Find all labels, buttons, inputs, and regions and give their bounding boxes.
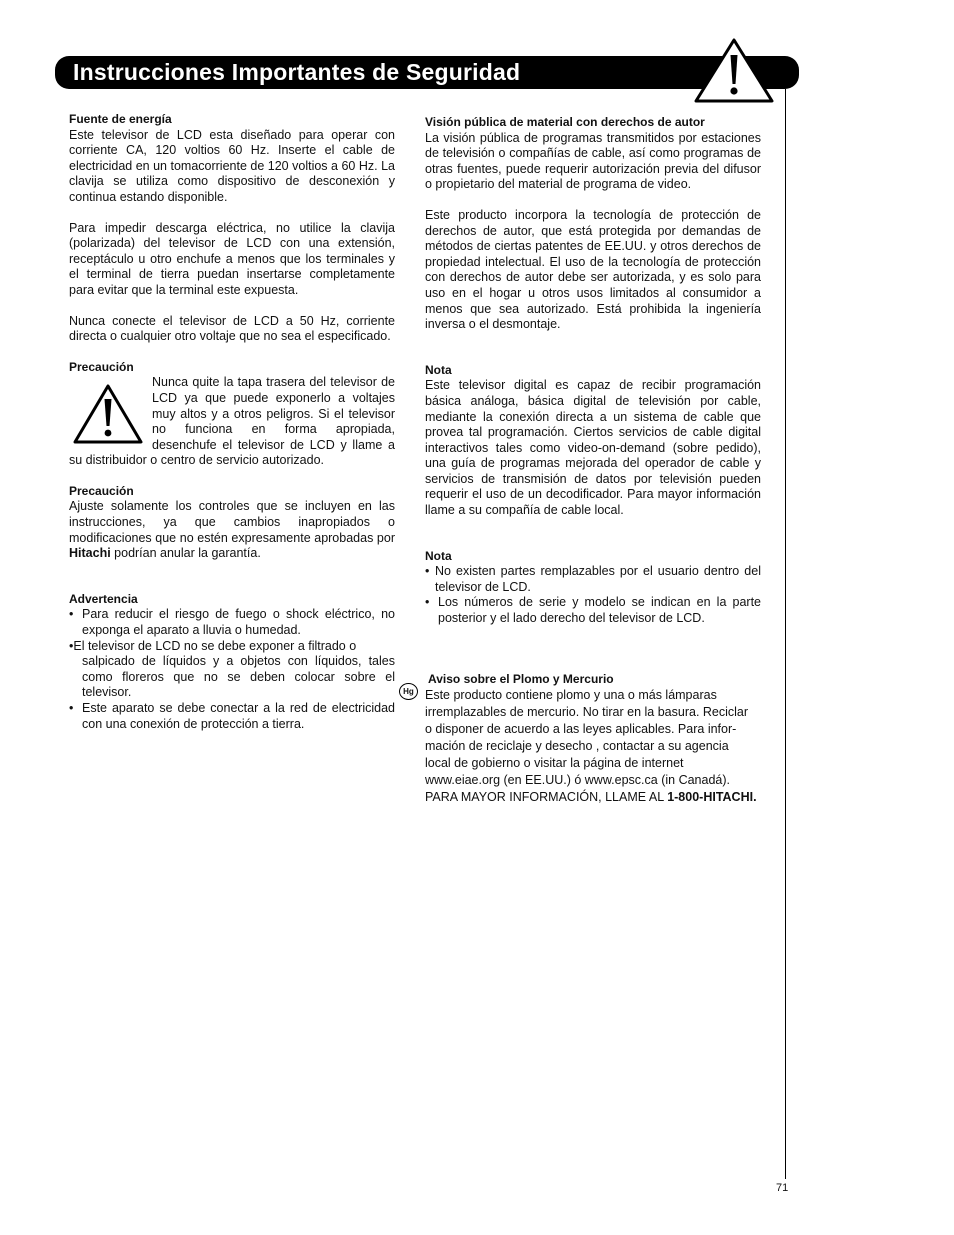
aviso-line: local de gobierno o visitar la página de internet: [425, 756, 684, 771]
section-fuente-energia: [69, 112, 395, 345]
text-segment: Ajuste solamente los controles que se incluyen en las instrucciones, ya que cambios inapropiados o modificaciones que no estén expresamente aprobadas por: [69, 499, 395, 545]
page-title: Instrucciones Importantes de Seguridad: [73, 59, 521, 85]
paragraph-nota-1: Este televisor digital es capaz de recibir programación básica análoga, básica digital de televisión por cable, mediante la conexión directa a un sistema de cable que provea tal programación. Ciertos servicios de cable digital interactivos tales como video-on-demand (sobre pedido), una guía de programas mejorada del operador de cable y servicios de transmisión de datos por televisión pueden requerir el uso de un decodificador. Para mayor información llame a su compañía de cable local.: [425, 378, 761, 518]
section-vision-publica: [425, 115, 761, 333]
aviso-line: Este producto contiene plomo y una o más lámparas: [425, 688, 717, 703]
aviso-line: www.eiae.org (en EE.UU.) ó www.epsc.ca (in Canadá).: [425, 773, 730, 788]
paragraph-vision-2: Este producto incorpora la tecnología de protección de derechos de autor, que está protegida por demandas de métodos de ciertas patentes de EE.UU. y otros derechos de propiedad intelectual. El uso de la tecnología de protección con derechos de autor debe ser autorizada, y es solo para uso en el hogar u otros usos limitados al consumidor a menos que sea autorizado. Está prohibida la ingeniería inversa o el desmontaje.: [425, 207, 761, 332]
page-number: 71: [776, 1182, 789, 1194]
paragraph-precaucion-1: Nunca quite la tapa trasera del televisor de LCD ya que puede exponerlo a voltajes muy altos y a otros peligros. Si el televisor no funciona en forma apropiada, desenchufe el televisor de LCD y llame a su distribuidor o centro de servicio autorizado.: [69, 375, 395, 468]
heading-nota-2: Nota: [425, 548, 452, 563]
heading-precaucion-2: Precaución: [69, 483, 134, 498]
bullet-marker: •: [425, 595, 430, 610]
list-item: [69, 607, 395, 638]
bullet-text: Este aparato se debe conectar a la red de electricidad con una conexión de protección a tierra.: [82, 701, 395, 731]
section-precaucion-1: [69, 360, 395, 469]
list-item: [425, 595, 761, 626]
mercury-hg-icon: Hg: [399, 683, 418, 700]
bullet-text-continuation: salpicado de líquidos y a objetos con líquidos, tales como floreros que no se deben colocar sobre el televisor.: [82, 654, 395, 700]
warning-triangle-icon: [693, 38, 775, 104]
bullet-marker: •: [425, 564, 430, 579]
section-precaucion-2: [69, 484, 395, 562]
bullet-text: Los números de serie y modelo se indican en la parte posterior y el lado derecho del televisor de LCD.: [438, 595, 761, 626]
paragraph-energia-3: Nunca conecte el televisor de LCD a 50 Hz, corriente directa o cualquier otro voltaje que no sea el especificado.: [69, 313, 395, 344]
paragraph-precaucion-2: [69, 499, 395, 561]
text-segment: PARA MAYOR INFORMACIÓN, LLAME AL: [425, 790, 668, 805]
text-segment: podrían anular la garantía.: [110, 546, 261, 561]
section-nota-1: [425, 363, 761, 519]
heading-advertencia: Advertencia: [69, 591, 138, 606]
bullet-marker: •: [69, 701, 74, 715]
header-banner: [55, 56, 799, 89]
warning-triangle-icon: [72, 383, 144, 445]
bullet-text: Para reducir el riesgo de fuego o shock eléctrico, no exponga el aparato a lluvia o humedad.: [82, 607, 395, 638]
heading-precaucion-1: Precaución: [69, 359, 134, 374]
heading-aviso: Aviso sobre el Plomo y Mercurio: [428, 671, 614, 686]
bullet-text: No existen partes remplazables por el usuario dentro del televisor de LCD.: [435, 564, 761, 594]
paragraph-vision-1: La visión pública de programas transmitidos por estaciones de televisión o compañías de cable, así como programas de otras fuentes, puede requerir autorización previa del difusor o propietario del material de programa de video.: [425, 130, 761, 192]
aviso-line: mación de reciclaje y desecho , contactar a su agencia: [425, 739, 729, 754]
list-item: [69, 701, 395, 732]
right-column: [425, 115, 761, 806]
section-aviso-plomo-mercurio: [425, 672, 761, 807]
column-divider: [785, 89, 786, 1179]
aviso-line: o disponer de acuerdo a las leyes aplicables. Para infor-: [425, 722, 737, 737]
aviso-body: [425, 687, 761, 806]
heading-nota-1: Nota: [425, 362, 452, 377]
paragraph-energia-1: Este televisor de LCD esta diseñado para operar con corriente CA, 120 voltios 60 Hz. Inserte el cable de electricidad en un tomacorriente de 120 voltios a 60 Hz. La clavija se utiliza como dispositivo de desconexión y continua estando disponible.: [69, 127, 395, 204]
list-item: [425, 564, 761, 595]
section-advertencia: [69, 592, 395, 732]
paragraph-energia-2: Para impedir descarga eléctrica, no utilice la clavija (polarizada) del televisor de LCD con una extensión, receptáculo u otro enchufe a menos que los terminales y el terminal de tierra puedan insertarse completamente para evitar que la terminal este expuesta.: [69, 220, 395, 297]
left-column: [69, 112, 395, 732]
aviso-line: irremplazables de mercurio. No tirar en la basura. Reciclar: [425, 705, 749, 720]
bullet-marker: •: [69, 607, 74, 622]
brand-name: Hitachi: [69, 546, 111, 561]
aviso-line: [425, 789, 761, 806]
phone-number: 1-800-HITACHI.: [667, 790, 757, 805]
heading-fuente-energia: Fuente de energía: [69, 112, 172, 126]
list-item: [69, 639, 395, 701]
heading-vision-publica: Visión pública de material con derechos de autor: [425, 115, 705, 129]
bullet-text: •El televisor de LCD no se debe exponer a filtrado o: [69, 638, 357, 653]
section-nota-2: [425, 549, 761, 627]
